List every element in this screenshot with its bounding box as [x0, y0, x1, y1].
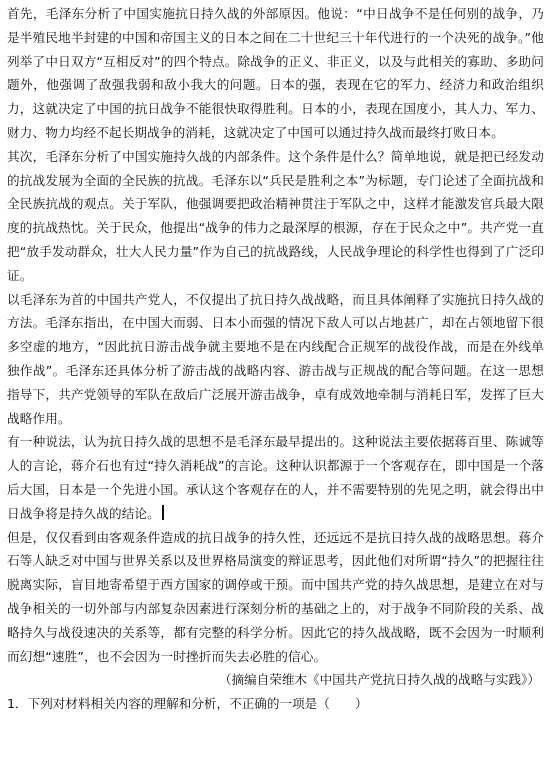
- paragraph-5: 但是，仅仅看到由客观条件造成的抗日战争的持久性，还远远不是抗日持久战的战略思想。蒋介石等人缺乏对中国与世界关系以及世界格局演变的辩证思考，因此他们对所谓“持久”的把握往往脱离实际，盲目地寄希望于西方国家的调停或干预。而中国共产党的持久战思想，是建立在对与战争相关的一切外部与内部复杂因素进行深刻分析的基础之上的，对于战争不同阶段的关系、战略持久与战役速决的关系等，都有完整的科学分析。因此它的持久战战略，既不会因为一时顺利而幻想“速胜”，也不会因为一时挫折而失去必胜的信心。: [7, 529, 544, 664]
- text-cursor: [162, 505, 164, 520]
- paragraph-1: 首先，毛泽东分析了中国实施抗日持久战的外部原因。他说：“中日战争不是任何别的战争，乃是半殖民地半封建的中国和帝国主义的日本之间在二十世纪三十年代进行的一个决死的战争。”他列举了中日双方“互相反对”的四个特点。除战争的正义、非正义，以及与此相关的寡助、多助问题外，他强调了敌强我弱和敌小我大的问题。日本的强，表现在它的军力、经济力和政治组织力，这就决定了中国的抗日战争不能很快取得胜利。日本的小，表现在国度小，其人力、军力、财力、物力均经不起长期战争的消耗，这就决定了中国可以通过持久战而最终打败日本。: [7, 6, 544, 140]
- source-citation: （摘编自荣维木《中国共产党抗日持久战的战略与实践》）: [218, 672, 540, 688]
- paragraph-3: 以毛泽东为首的中国共产党人，不仅提出了抗日持久战战略，而且具体阐释了实施抗日持久战的方法。毛泽东指出，在中国大而弱、日本小而强的情况下敌人可以占地甚广，却在占领地留下很多空虚的地方，“因此抗日游击战争就主要地不是在内线配合正规军的战役作战，而是在外线单独作战”。毛泽东还具体分析了游击战的战略内容、游击战与正规战的配合等问题。在这一思想指导下，共产党领导的军队在敌后广泛展开游击战争，卓有成效地牵制与消耗日军，发挥了巨大战略作用。: [7, 291, 544, 426]
- paragraph-4: [7, 430, 544, 525]
- paragraph-4-text: 有一种说法，认为抗日持久战的思想不是毛泽东最早提出的。这种说法主要依据蒋百里、陈诚等人的言论，蒋介石也有过“持久消耗战”的言论。这种认识都源于一个客观存在，即中国是一个落后大国，日本是一个先进小国。承认这个客观存在的人，并不需要特别的先见之明，就会得出中日战争将是持久战的结论。: [7, 434, 544, 521]
- question-1: 1．下列对材料相关内容的理解和分析，不正确的一项是（ ）: [7, 696, 368, 712]
- paragraph-2: 其次，毛泽东分析了中国实施持久战的内部条件。这个条件是什么？简单地说，就是把已经发动的抗战发展为全面的全民族的抗战。毛泽东以“兵民是胜利之本”为标题，专门论述了全面抗战和全民族抗战的观点。关于军队，他强调要把政治精神贯注于军队之中，这样才能激发官兵最大限度的抗战热忱。关于民众，他提出“战争的伟力之最深厚的根源，存在于民众之中”。共产党一直把“放手发动群众，壮大人民力量”作为自己的抗战路线，人民战争理论的科学性也得到了广泛印证。: [7, 148, 544, 283]
